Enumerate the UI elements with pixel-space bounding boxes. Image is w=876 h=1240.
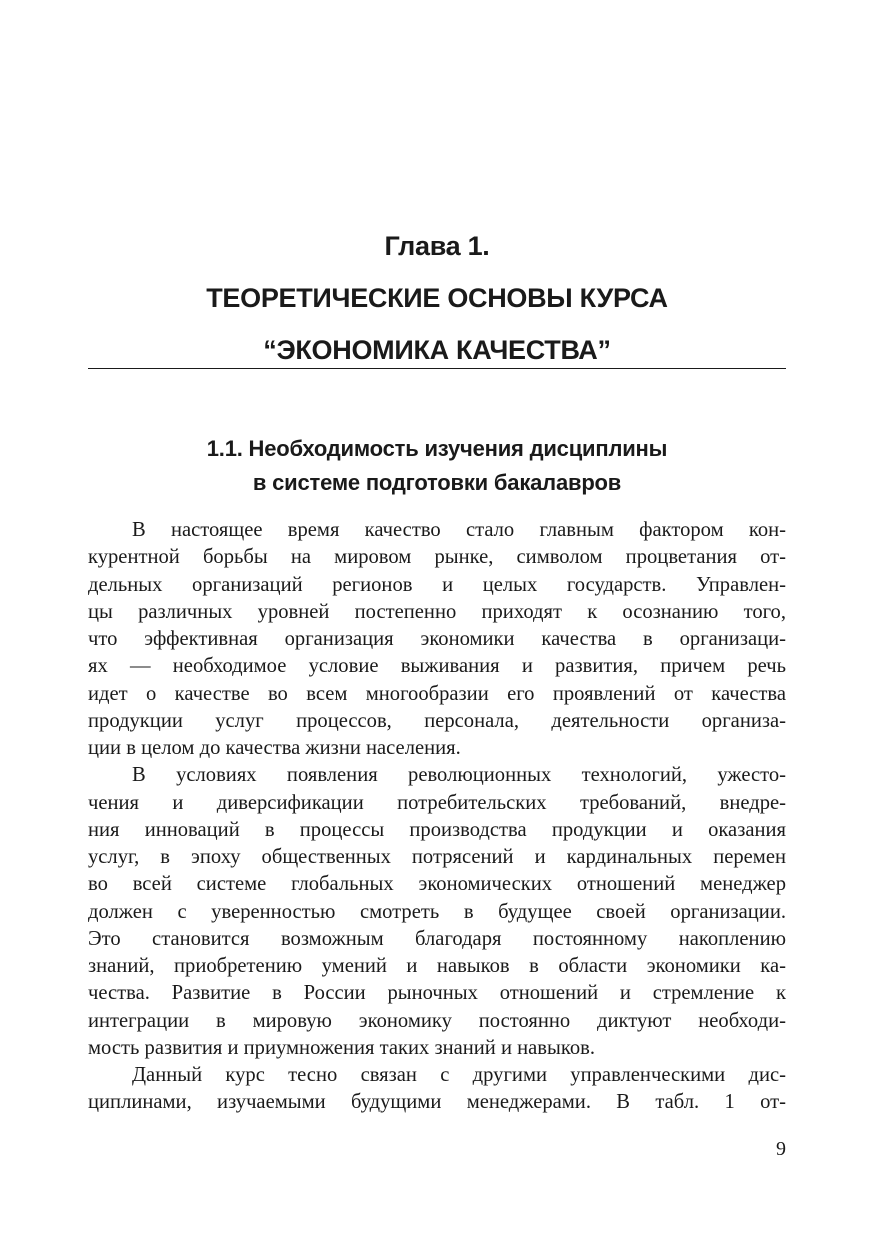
text-line: Это становится возможным благодаря постоянному накоплению [88,927,786,950]
chapter-divider [88,368,786,369]
text-line: ции в целом до качества жизни населения. [88,737,461,759]
page-number: 9 [776,1138,786,1160]
chapter-title-line-2: “ЭКОНОМИКА КАЧЕСТВА” [263,335,611,365]
text-line: В настоящее время качество стало главным фактором кон- [132,519,786,541]
text-line: должен с уверенностью смотреть в будущее своей организации. [88,900,786,923]
text-line: чения и диверсификации потребительских требований, внедре- [88,791,786,814]
paragraph-2 [88,762,786,1062]
text-line: что эффективная организация экономики качества в организаци- [88,628,786,650]
text-line: ния инноваций в процессы производства продукции и оказания [88,818,786,841]
text-line: циплинами, изучаемыми будущими менеджерами. В табл. 1 от- [88,1091,786,1114]
text-line: мость развития и приумножения таких знаний и навыков. [88,1036,596,1059]
text-line: ях — необходимое условие выживания и развития, причем речь [88,655,786,678]
text-line: цы различных уровней постепенно приходят к осознанию того, [88,600,786,623]
text-line: знаний, приобретению умений и навыков в области экономики ка- [88,955,786,977]
text-line: Данный курс тесно связан с другими управленческими дис- [132,1064,786,1086]
text-line: продукции услуг процессов, персонала, деятельности организа- [88,709,786,732]
text-line: курентной борьбы на мировом рынке, символом процветания от- [88,546,786,569]
section-heading [88,432,786,500]
section-title-line-1: 1.1. Необходимость изучения дисциплины [206,436,668,461]
chapter-title-line-1: ТЕОРЕТИЧЕСКИЕ ОСНОВЫ КУРСА [206,283,668,313]
text-line: во всей системе глобальных экономических отношений менеджер [88,873,786,896]
text-line: услуг, в эпоху общественных потрясений и кардинальных перемен [88,846,786,868]
section-title-line-2: в системе подготовки бакалавров [252,470,622,495]
text-line: дельных организаций регионов и целых государств. Управлен- [88,573,786,596]
paragraph-3 [88,1062,786,1117]
chapter-number: Глава 1. [384,231,490,261]
text-line: идет о качестве во всем многообразии его проявлений от качества [88,682,786,705]
chapter-heading [88,228,786,368]
text-line: чества. Развитие в России рыночных отношений и стремление к [88,982,786,1005]
text-line: В условиях появления революционных технологий, ужесто- [132,764,786,787]
paragraph-1 [88,517,786,762]
body-text [88,517,786,1117]
text-line: интеграции в мировую экономику постоянно диктуют необходи- [88,1009,786,1032]
